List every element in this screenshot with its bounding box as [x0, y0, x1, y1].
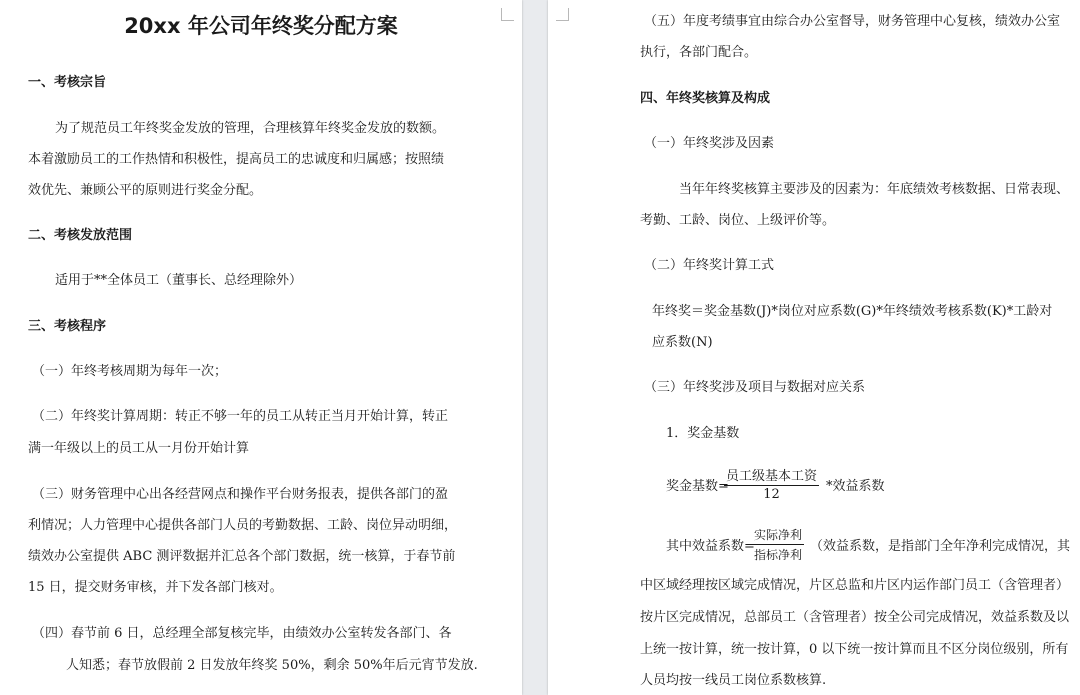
paragraph-line: 适用于**全体员工（董事长、总经理除外）	[55, 273, 303, 288]
paragraph-line: 满一年级以上的员工从一月份开始计算	[28, 441, 250, 456]
efficiency-label: 其中效益系数=	[666, 539, 755, 554]
paragraph-line: 人员均按一线员工岗位系数核算.	[640, 673, 827, 688]
paragraph-line: 15 日，提交财务审核，并下发各部门核对。	[28, 580, 283, 595]
paragraph-line: （四）春节前 6 日，总经理全部复核完毕，由绩效办公室转发各部门、各	[32, 626, 452, 641]
section-heading-2: 二、考核发放范围	[28, 228, 133, 243]
base-fraction	[724, 465, 819, 502]
fraction-denominator: 12	[763, 487, 780, 502]
paragraph-line: 绩效办公室提供 ABC 测评数据并汇总各个部门数据，统一核算，于春节前	[28, 549, 456, 564]
formula-line: 应系数(N)	[652, 335, 713, 350]
paragraph-line: 中区域经理按区域完成情况，片区总监和片区内运作部门员工（含管理者）	[640, 578, 1070, 593]
fraction-numerator: 员工级基本工资	[724, 465, 819, 486]
paragraph-line: 人知悉；春节放假前 2 日发放年终奖 50%，剩余 50%年后元宵节发放.	[66, 658, 478, 673]
item-heading: 1．奖金基数	[666, 426, 740, 441]
paragraph-line: （三）财务管理中心出各经营网点和操作平台财务报表，提供各部门的盈	[32, 487, 449, 502]
base-formula-suffix: *效益系数	[826, 479, 885, 494]
paragraph-line: 考勤、工龄、岗位、上级评价等。	[640, 213, 836, 228]
formula-line: 年终奖＝奖金基数(J)*岗位对应系数(G)*年终绩效考核系数(K)*工龄对	[652, 304, 1053, 319]
document-page-left	[0, 0, 522, 695]
paragraph-line: 当年年终奖核算主要涉及的因素为：年底绩效考核数据、日常表现、	[679, 182, 1070, 197]
section-heading-4: 四、年终奖核算及构成	[640, 91, 771, 106]
paragraph-line: 本着激励员工的工作热情和积极性，提高员工的忠诚度和归属感；按照绩	[28, 152, 445, 167]
subheading-mapping: （三）年终奖涉及项目与数据对应关系	[644, 380, 866, 395]
paragraph-line: 效优先、兼顾公平的原则进行奖金分配。	[28, 183, 263, 198]
subheading-formula: （二）年终奖计算工式	[644, 258, 775, 273]
subheading-factors: （一）年终奖涉及因素	[644, 136, 775, 151]
fraction-denominator: 指标净利	[754, 548, 803, 562]
paragraph-line: 利情况；人力管理中心提供各部门人员的考勤数据、工龄、岗位异动明细，	[28, 518, 458, 533]
page-corner-mark	[556, 8, 569, 21]
efficiency-fraction	[752, 526, 804, 563]
paragraph-line: （效益系数，是指部门全年净利完成情况，其	[810, 539, 1071, 554]
paragraph-line: 上统一按计算，统一按计算，0 以下统一按计算而且不区分岗位级别，所有	[640, 642, 1069, 657]
paragraph-line: 按片区完成情况，总部员工（含管理者）按全公司完成情况，效益系数及以	[640, 610, 1070, 625]
fraction-numerator: 实际净利	[752, 526, 804, 545]
paragraph-line: （一）年终考核周期为每年一次；	[32, 364, 228, 379]
paragraph-line: （五）年度考绩事宜由综合办公室督导，财务管理中心复核，绩效办公室	[644, 14, 1061, 29]
paragraph-line: 为了规范员工年终奖金发放的管理，合理核算年终奖金发放的数额。	[55, 121, 446, 136]
paragraph-line: （二）年终奖计算周期：转正不够一年的员工从转正当月开始计算，转正	[32, 409, 449, 424]
base-formula-label: 奖金基数=	[666, 479, 729, 494]
section-heading-3: 三、考核程序	[28, 319, 107, 334]
document-title: 20xx 年公司年终奖分配方案	[124, 14, 398, 38]
paragraph-line: 执行，各部门配合。	[640, 45, 758, 60]
section-heading-1: 一、考核宗旨	[28, 75, 107, 90]
document-page-right	[548, 0, 1080, 695]
